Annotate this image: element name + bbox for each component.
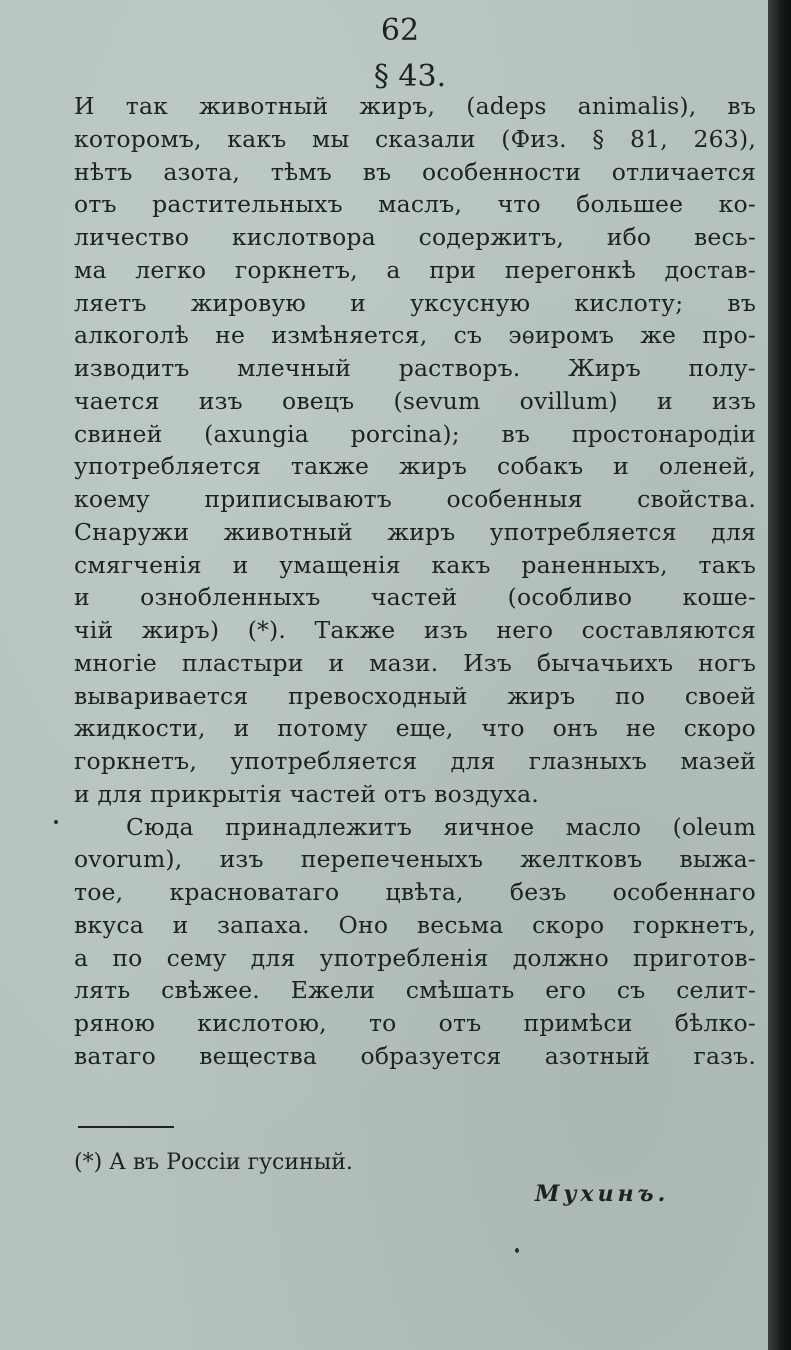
ink-speck (54, 820, 58, 824)
text-line: ма легко горкнетъ, а при перегонкѣ достав- (74, 255, 756, 284)
ink-speck (515, 1248, 519, 1253)
text-line: употребляется также жиръ собакъ и оленей, (74, 452, 756, 481)
text-line: личество кислотвора содержитъ, ибо весь- (74, 223, 756, 251)
text-line: свиней (axungia porcina); въ простонародіи (74, 419, 756, 448)
text-line: чій жиръ) (*). Также изъ него составляются (74, 616, 756, 644)
text-line: ovorum), изъ перепеченыхъ желтковъ выжа- (74, 845, 756, 874)
text-line: отъ растительныхъ маслъ, что большее ко- (74, 190, 756, 219)
text-line: ляетъ жировую и уксусную кислоту; въ (74, 288, 756, 317)
footnote: (*) А въ Россіи гусиный. (74, 1150, 353, 1175)
text-line: И так животный жиръ, (adeps animalis), въ (74, 92, 756, 120)
text-line: смягченія и умащенія какъ раненныхъ, такъ (74, 550, 756, 579)
text-line: коему приписываютъ особенныя свойства. (74, 485, 756, 513)
text-line: Сюда принадлежитъ яичное масло (oleum (126, 812, 756, 841)
text-line: вывариваетcя превосходный жиръ по своей (74, 681, 756, 710)
footnote-divider (78, 1126, 174, 1128)
text-line: жидкости, и потому еще, что онъ не скоро (74, 714, 756, 743)
text-line: чается изъ овецъ (sevum ovillum) и изъ (74, 386, 756, 415)
text-line: а по сему для употребленія должно приготов- (74, 943, 756, 972)
text-line: лять свѣжее. Ежели смѣшать его съ селит- (74, 976, 756, 1005)
text-line: вкуса и запаха. Оно весьма скоро горкнетъ, (74, 910, 756, 939)
body-text (74, 90, 756, 1073)
page-number: 62 (380, 13, 420, 48)
text-line: алкоголѣ не измѣняется, съ эѳиромъ же про- (74, 321, 756, 350)
text-line: ряною кислотою, то отъ примѣси бѣлко- (74, 1009, 756, 1037)
author-signature: Мухинъ. (535, 1181, 670, 1207)
text-line: и ознобленныхъ частей (особливо коше- (74, 583, 756, 612)
text-line: многіе пластыри и мази. Изъ бычачьихъ ногъ (74, 648, 756, 677)
text-line: которомъ, какъ мы сказали (Физ. § 81, 263), (74, 124, 756, 153)
text-line: тое, красноватаго цвѣта, безъ особеннаго (74, 878, 756, 906)
text-line: горкнетъ, употребляется для глазныхъ мазей (74, 747, 756, 775)
text-line: ватаго вещества образуется азотный газъ. (74, 1041, 756, 1070)
section-heading: § 43. (373, 59, 447, 94)
text-line: нѣтъ азота, тѣмъ въ особенности отличается (74, 157, 756, 186)
book-binding-edge (768, 0, 791, 1350)
text-line: изводитъ млечный растворъ. Жиръ полу- (74, 354, 756, 382)
text-line: и для прикрытія частей отъ воздуха. (74, 779, 539, 808)
text-line: Снаружи животный жиръ употребляется для (74, 517, 756, 546)
